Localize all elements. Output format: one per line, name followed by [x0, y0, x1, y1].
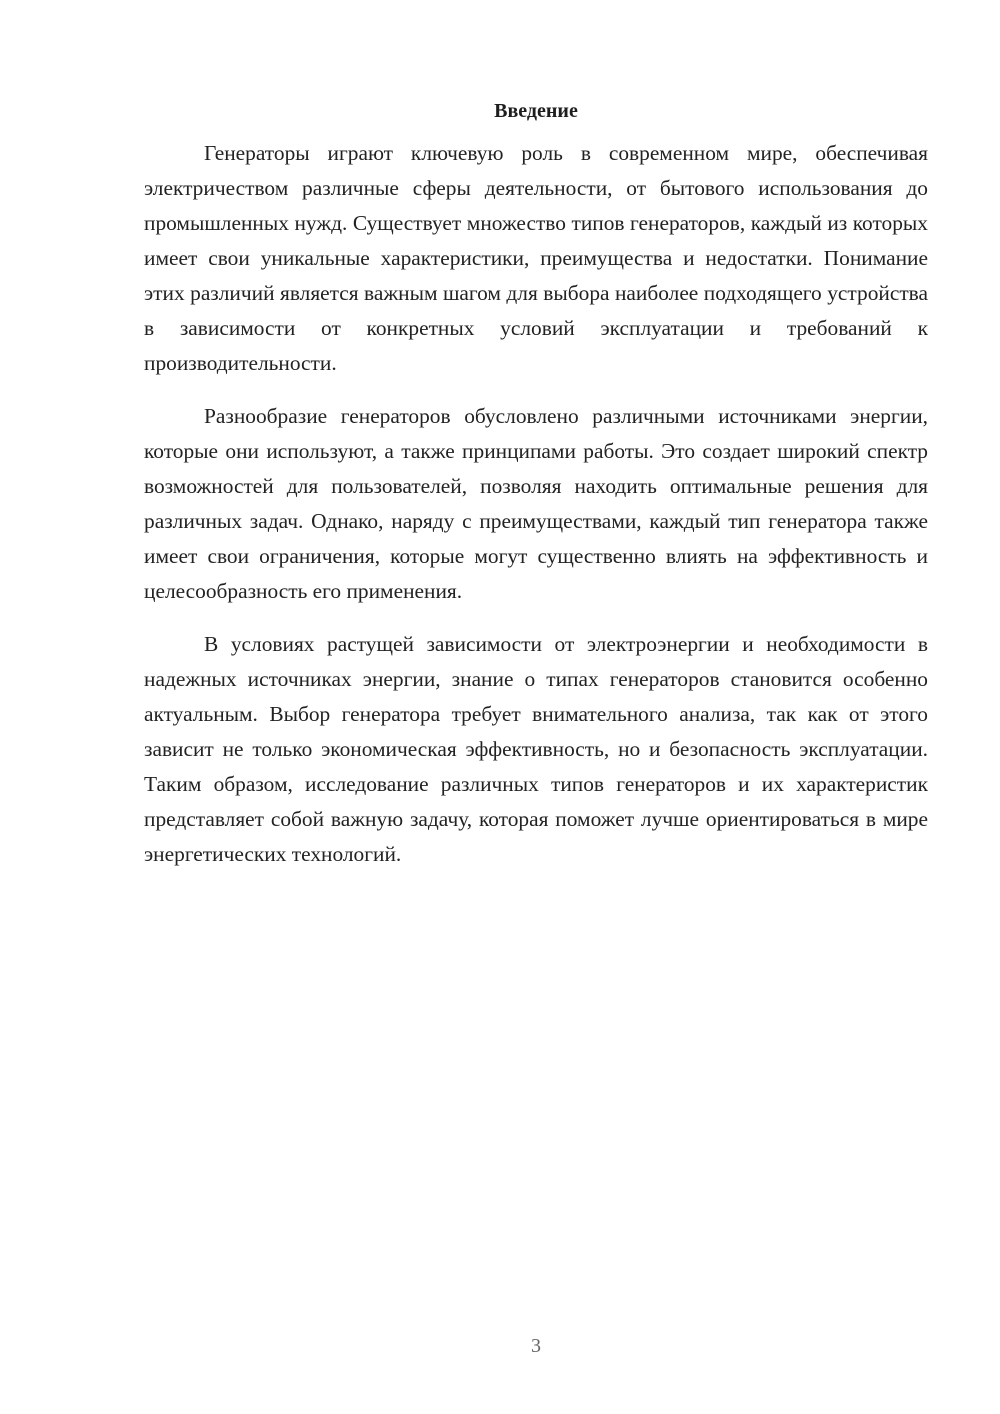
- page-content: [144, 96, 928, 890]
- paragraph-1: Генераторы играют ключевую роль в современном мире, обеспечивая электричеством различные сферы деятельности, от бытового использования до промышленных нужд. Существует множество типов генераторов, каждый из которых имеет свои уникальные характеристики, преимущества и недостатки. Понимание этих различий является важным шагом для выбора наиболее подходящего устройства в зависимости от конкретных условий эксплуатации и требований к производительности.: [144, 141, 928, 375]
- paragraph-3: В условиях растущей зависимости от электроэнергии и необходимости в надежных источниках энергии, знание о типах генераторов становится особенно актуальным. Выбор генератора требует внимательного анализа, так как от этого зависит не только экономическая эффективность, но и безопасность эксплуатации. Таким образом, исследование различных типов генераторов и их характеристик представляет собой важную задачу, которая поможет лучше ориентироваться в мире энергетических технологий.: [144, 632, 928, 866]
- paragraph-2: Разнообразие генераторов обусловлено различными источниками энергии, которые они используют, а также принципами работы. Это создает широкий спектр возможностей для пользователей, позволяя находить оптимальные решения для различных задач. Однако, наряду с преимуществами, каждый тип генератора также имеет свои ограничения, которые могут существенно влиять на эффективность и целесообразность его применения.: [144, 404, 928, 603]
- section-heading: Введение: [494, 100, 578, 122]
- page-number: 3: [531, 1335, 541, 1357]
